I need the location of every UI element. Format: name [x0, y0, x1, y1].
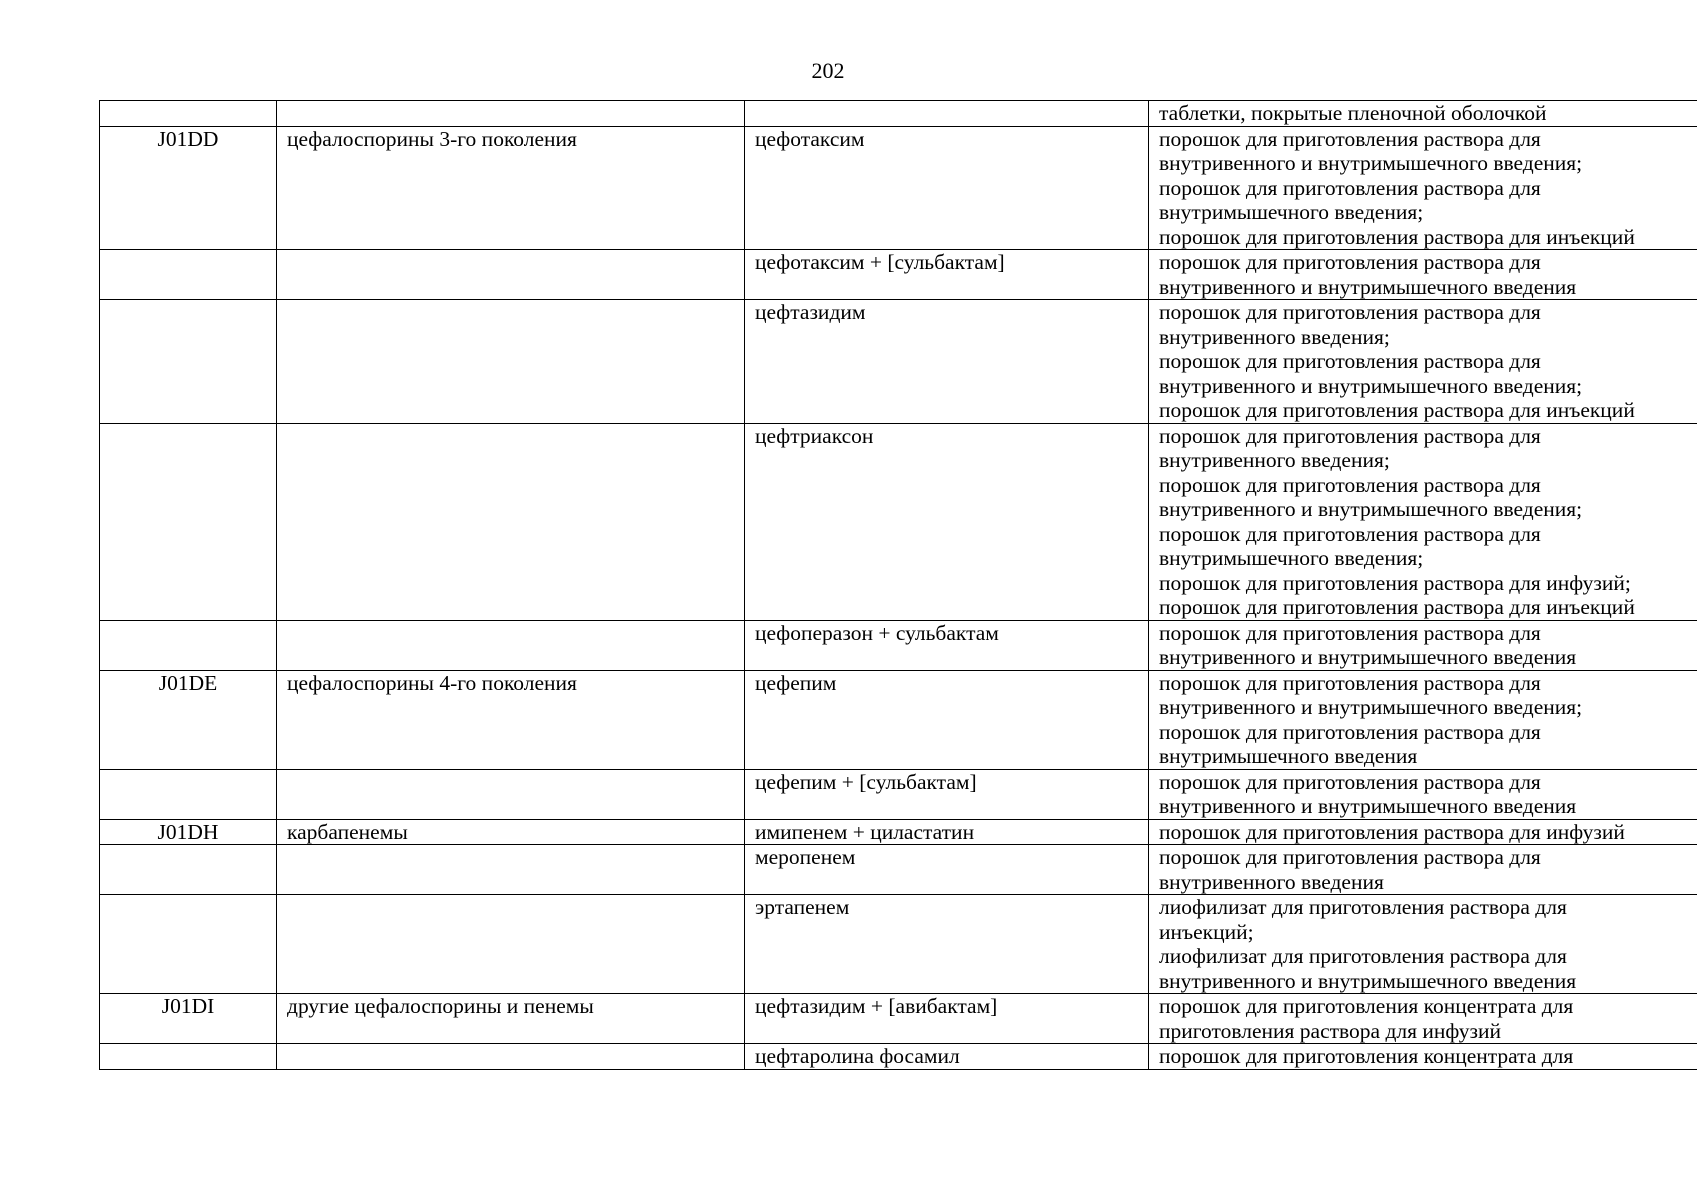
dosage-form-line: таблетки, покрытые пленочной оболочкой [1159, 101, 1547, 125]
dosage-form-line: внутривенного введения; [1159, 448, 1390, 472]
pharmacological-group-cell: цефалоспорины 3-го поколения [277, 126, 745, 250]
drug-name-cell: цефтриаксон [745, 423, 1149, 620]
drug-name-cell: цефоперазон + сульбактам [745, 620, 1149, 670]
atc-code-cell [100, 423, 277, 620]
drug-name-cell: цефепим [745, 670, 1149, 769]
dosage-form-line: порошок для приготовления раствора для инъекций [1159, 398, 1635, 422]
atc-code-cell [100, 769, 277, 819]
dosage-form-line: порошок для приготовления раствора для [1159, 472, 1541, 497]
dosage-form-line: внутримышечного введения; [1159, 200, 1424, 224]
dosage-form-line: порошок для приготовления раствора для [1159, 620, 1541, 645]
page-number: 202 [811, 58, 845, 83]
dosage-form-cell [1149, 250, 1697, 300]
pharmacological-group-cell [277, 1044, 745, 1070]
dosage-form-line: порошок для приготовления раствора для [1159, 126, 1541, 151]
dosage-form-line: приготовления раствора для инфузий [1159, 1018, 1502, 1043]
dosage-form-cell [1149, 769, 1697, 819]
dosage-form-line: внутривенного введения; [1159, 324, 1390, 349]
atc-code-cell: J01DH [100, 819, 277, 845]
table-row [100, 126, 1697, 250]
dosage-form-line: внутривенного введения [1159, 869, 1384, 894]
pharmacological-group-cell [277, 620, 745, 670]
table-row [100, 819, 1697, 845]
dosage-form-cell [1149, 819, 1697, 845]
atc-code-cell [100, 845, 277, 895]
atc-code-cell [100, 300, 277, 424]
dosage-form-line: внутривенного и внутримышечного введения; [1159, 373, 1583, 398]
dosage-form-line: внутривенного и внутримышечного введения [1159, 645, 1577, 669]
table-row [100, 423, 1697, 620]
table-row [100, 300, 1697, 424]
dosage-form-line: внутримышечного введения [1159, 744, 1418, 768]
pharmacological-group-cell [277, 895, 745, 994]
drug-table [99, 100, 1697, 1070]
dosage-form-cell [1149, 670, 1697, 769]
drug-name-cell: цефотаксим [745, 126, 1149, 250]
drug-name-cell: цефепим + [сульбактам] [745, 769, 1149, 819]
dosage-form-line: порошок для приготовления раствора для [1159, 845, 1541, 869]
dosage-form-cell [1149, 895, 1697, 994]
table-row [100, 101, 1697, 127]
table-row [100, 769, 1697, 819]
drug-name-cell: цефтаролина фосамил [745, 1044, 1149, 1070]
pharmacological-group-cell [277, 250, 745, 300]
pharmacological-group-cell [277, 845, 745, 895]
dosage-form-line: порошок для приготовления раствора для [1159, 769, 1541, 794]
drug-table-body [100, 101, 1697, 1070]
dosage-form-cell [1149, 423, 1697, 620]
drug-name-cell: имипенем + циластатин [745, 819, 1149, 845]
table-row [100, 620, 1697, 670]
dosage-form-line: внутривенного и внутримышечного введения [1159, 274, 1577, 299]
dosage-form-cell [1149, 1044, 1697, 1070]
drug-name-cell [745, 101, 1149, 127]
drug-name-cell: цефотаксим + [сульбактам] [745, 250, 1149, 300]
table-row [100, 670, 1697, 769]
dosage-form-line: порошок для приготовления раствора для [1159, 250, 1541, 274]
atc-code-cell: J01DI [100, 994, 277, 1044]
atc-code-cell [100, 620, 277, 670]
dosage-form-line: внутримышечного введения; [1159, 546, 1424, 570]
drug-name-cell: цефтазидим + [авибактам] [745, 994, 1149, 1044]
dosage-form-line: лиофилизат для приготовления раствора для [1159, 895, 1567, 919]
dosage-form-line: порошок для приготовления раствора для инъекций [1159, 224, 1635, 249]
dosage-form-line: порошок для приготовления раствора для [1159, 521, 1541, 546]
dosage-form-line: порошок для приготовления раствора для инфузий [1159, 819, 1625, 844]
atc-code-cell: J01DE [100, 670, 277, 769]
dosage-form-line: порошок для приготовления раствора для [1159, 300, 1541, 324]
pharmacological-group-cell [277, 101, 745, 127]
atc-code-cell [100, 895, 277, 994]
drug-name-cell: меропенем [745, 845, 1149, 895]
dosage-form-line: порошок для приготовления концентрата для [1159, 994, 1574, 1018]
atc-code-cell [100, 101, 277, 127]
dosage-form-line: инъекций; [1159, 919, 1254, 944]
dosage-form-line: внутривенного и внутримышечного введения [1159, 794, 1577, 818]
table-row [100, 895, 1697, 994]
dosage-form-line: внутривенного и внутримышечного введения; [1159, 497, 1583, 521]
pharmacological-group-cell: карбапенемы [277, 819, 745, 845]
dosage-form-line: порошок для приготовления раствора для инфузий; [1159, 570, 1631, 595]
dosage-form-line: внутривенного и внутримышечного введения; [1159, 695, 1583, 719]
dosage-form-cell [1149, 101, 1697, 127]
dosage-form-cell [1149, 845, 1697, 895]
dosage-form-line: порошок для приготовления раствора для инъекций [1159, 595, 1635, 619]
dosage-form-cell [1149, 126, 1697, 250]
dosage-form-cell [1149, 300, 1697, 424]
atc-code-cell: J01DD [100, 126, 277, 250]
dosage-form-line: порошок для приготовления раствора для [1159, 719, 1541, 744]
dosage-form-line: порошок для приготовления раствора для [1159, 423, 1541, 448]
dosage-form-line: лиофилизат для приготовления раствора для [1159, 944, 1567, 968]
dosage-form-line: порошок для приготовления концентрата для [1159, 1044, 1574, 1068]
dosage-form-line: внутривенного и внутримышечного введения [1159, 968, 1577, 993]
dosage-form-line: порошок для приготовления раствора для [1159, 670, 1541, 695]
dosage-form-line: внутривенного и внутримышечного введения; [1159, 151, 1583, 175]
table-row [100, 250, 1697, 300]
dosage-form-line: порошок для приготовления раствора для [1159, 349, 1541, 373]
table-row [100, 1044, 1697, 1070]
drug-name-cell: цефтазидим [745, 300, 1149, 424]
table-row [100, 994, 1697, 1044]
dosage-form-cell [1149, 994, 1697, 1044]
atc-code-cell [100, 1044, 277, 1070]
pharmacological-group-cell [277, 300, 745, 424]
dosage-form-cell [1149, 620, 1697, 670]
atc-code-cell [100, 250, 277, 300]
pharmacological-group-cell: цефалоспорины 4-го поколения [277, 670, 745, 769]
pharmacological-group-cell [277, 769, 745, 819]
table-row [100, 845, 1697, 895]
drug-name-cell: эртапенем [745, 895, 1149, 994]
pharmacological-group-cell [277, 423, 745, 620]
pharmacological-group-cell: другие цефалоспорины и пенемы [277, 994, 745, 1044]
dosage-form-line: порошок для приготовления раствора для [1159, 175, 1541, 200]
